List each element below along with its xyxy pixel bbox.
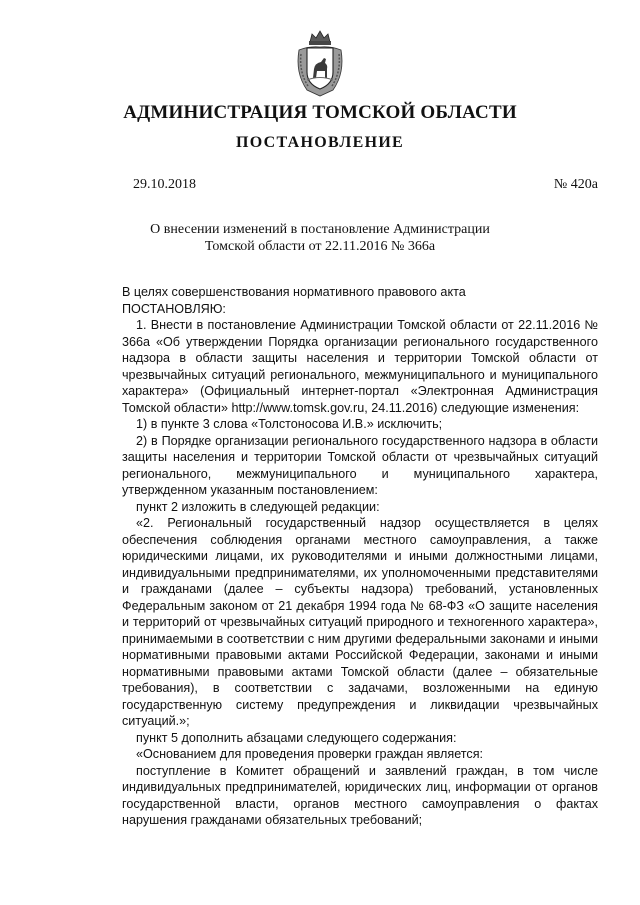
document-subject xyxy=(120,221,520,255)
preamble: В целях совершенствования нормативного правового акта xyxy=(122,285,466,299)
body-paragraph: 1. Внести в постановление Администрации Томской области от 22.11.2016 № 366а «Об утверждении Порядка организации регионального государственного надзора в области защиты населения и территории Томской области от чрезвычайных ситуаций регионального, межмуниципального и муниципального характера» (Официальный интернет-портал «Электронная Администрация Томской области» http://www.tomsk.gov.ru, 24.11.2016) следующие изменения: xyxy=(122,318,598,415)
document-type: ПОСТАНОВЛЕНИЕ xyxy=(235,134,405,151)
body-paragraph: «Основанием для проведения проверки граждан является: xyxy=(136,747,484,761)
coat-of-arms-icon xyxy=(293,28,347,98)
body-paragraph: пункт 5 дополнить абзацами следующего содержания: xyxy=(136,730,457,745)
subject-line: О внесении изменений в постановление Администрации xyxy=(150,222,490,237)
document-number: № 420а xyxy=(553,177,598,192)
body-paragraph: пункт 2 изложить в следующей редакции: xyxy=(136,499,380,514)
body-paragraph: 1) в пункте 3 слова «Толстоносова И.В.» исключить; xyxy=(136,417,443,431)
resolution-word: ПОСТАНОВЛЯЮ: xyxy=(122,301,226,316)
subject-line: Томской области от 22.11.2016 № 366а xyxy=(204,239,436,254)
body-paragraph: 2) в Порядке организации регионального государственного надзора в области защиты населения и территории Томской области от чрезвычайных ситуаций регионального, межмуниципального и муниципального характера, утвержденном указанным постановлением: xyxy=(122,433,598,497)
organization-title: АДМИНИСТРАЦИЯ ТОМСКОЙ ОБЛАСТИ xyxy=(123,102,517,123)
document-body xyxy=(122,284,598,829)
body-paragraph: поступление в Комитет обращений и заявлений граждан, в том числе индивидуальных предпринимателей, юридических лиц, информации от органов государственной власти, органов местного самоуправления о фактах нарушения гражданами обязательных требований; xyxy=(122,763,598,827)
body-paragraph: «2. Региональный государственный надзор осуществляется в целях обеспечения соблюдения органами местного самоуправления, а также юридическими лицами, их руководителями и иными должностными лицами, индивидуальными предпринимателями, их уполномоченными представителями и гражданами (далее – субъекты надзора) требований, установленных Федеральным законом от 21 декабря 1994 года № 68-ФЗ «О защите населения и территорий от чрезвычайных ситуаций природного и техногенного характера», принимаемыми в соответствии с ним другими федеральными законами и иными нормативными правовыми актами Российской Федерации, законами и иными нормативными правовыми актами Томской области (далее – обязательные требования), в соответствии с задачами, возложенными на единую государственную систему предупреждения и ликвидации чрезвычайных ситуаций.»; xyxy=(122,516,598,728)
document-date: 29.10.2018 xyxy=(133,177,196,192)
